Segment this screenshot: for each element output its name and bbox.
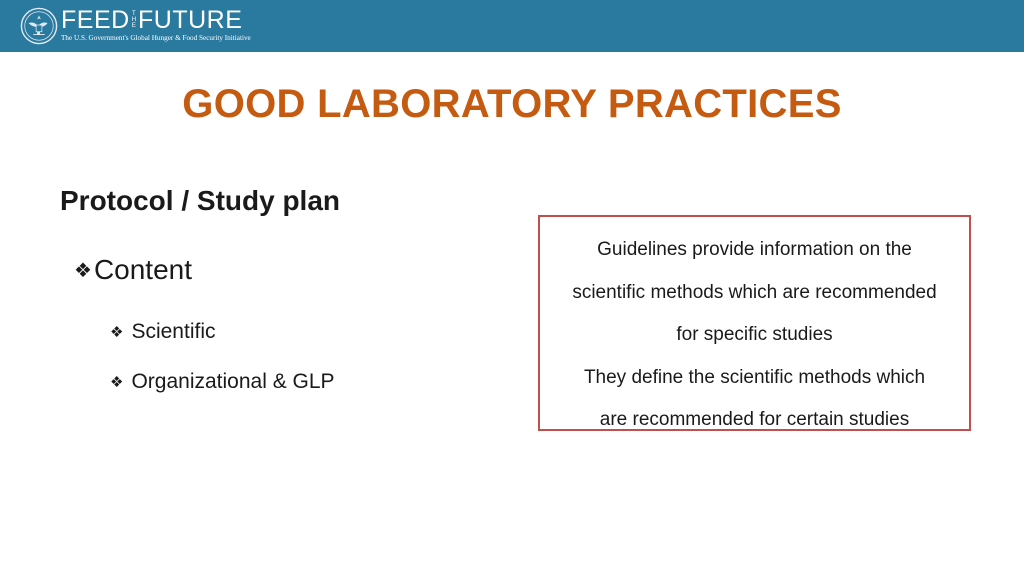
bullet-content-text: Content xyxy=(93,254,193,285)
header-bar xyxy=(0,0,1024,52)
logo-tagline: The U.S. Government's Global Hunger & Food Security Initiative xyxy=(61,34,251,42)
callout-line: for specific studies xyxy=(676,324,833,345)
bullet-organizational-glp xyxy=(110,370,335,394)
diamond-bullet-icon: ❖ xyxy=(110,374,124,391)
bullet-organizational-glp-text: Organizational & GLP xyxy=(131,370,335,393)
diamond-bullet-icon: ❖ xyxy=(110,324,124,341)
callout-line: scientific methods which are recommended xyxy=(572,281,937,303)
slide-title: GOOD LABORATORY PRACTICES xyxy=(182,82,842,126)
bullet-scientific xyxy=(110,320,215,344)
callout-line: Guidelines provide information on the xyxy=(597,239,912,260)
logo-text-feed: FEED xyxy=(61,6,130,34)
bullet-scientific-text: Scientific xyxy=(131,320,216,343)
callout-line: are recommended for certain studies xyxy=(599,409,910,430)
us-government-seal-icon xyxy=(20,7,58,45)
feed-the-future-logo xyxy=(61,7,251,43)
logo-text-future: FUTURE xyxy=(138,6,243,34)
callout-line: They define the scientific methods which xyxy=(583,366,926,388)
bullet-content xyxy=(74,254,192,286)
guidelines-callout-box xyxy=(538,215,971,431)
logo-text-the: T H E xyxy=(131,11,137,29)
section-subheading: Protocol / Study plan xyxy=(60,185,341,216)
diamond-bullet-icon: ❖ xyxy=(74,259,92,282)
